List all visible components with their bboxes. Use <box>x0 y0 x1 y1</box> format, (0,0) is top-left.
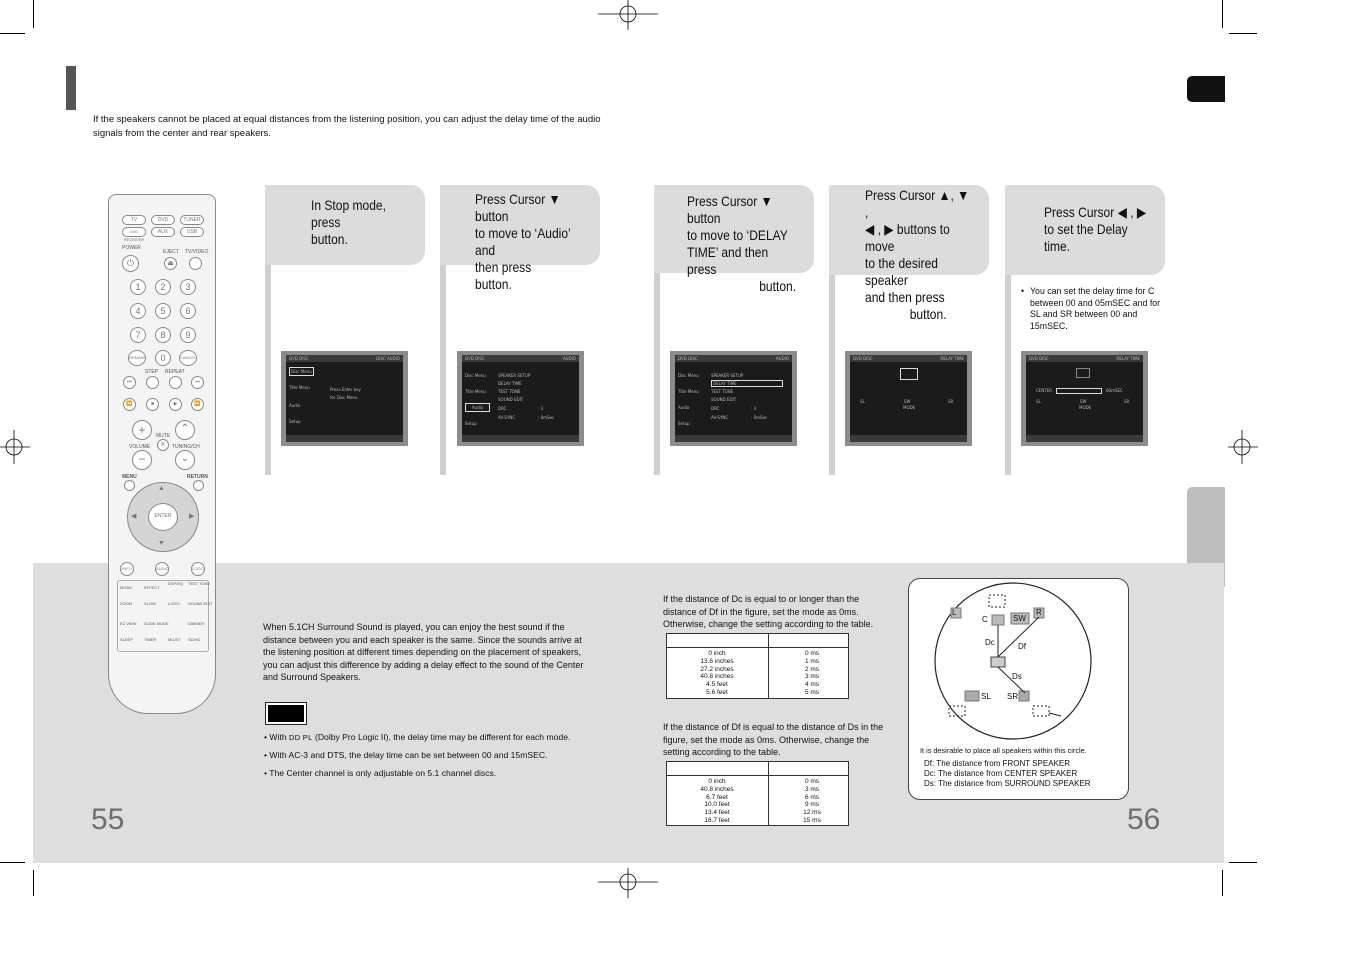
remote-tvvideo-label: TV/VIDEO <box>185 249 209 255</box>
remote-usb-button: USB <box>180 227 204 237</box>
center-speaker-icon <box>1076 368 1090 378</box>
table-cell: 40.8 inches <box>700 785 734 793</box>
remote-digit-button: 3 <box>180 279 196 295</box>
screen-5 <box>1021 351 1148 446</box>
screen-menu-item: Title Menu <box>678 389 699 394</box>
table-cell: 10.0 feet <box>704 801 730 809</box>
remote-digit-button: 1 <box>130 279 146 295</box>
remote-eject-label: EJECT <box>163 249 179 255</box>
table-distance-column <box>667 778 767 825</box>
remote-digit-button: 4 <box>130 303 146 319</box>
screen-menu-item: Disc Menu <box>678 373 699 378</box>
remote-cancel-button: CANCEL <box>179 350 197 366</box>
bullet-text: With AC-3 and DTS, the delay time can be set between 00 and 15mSEC. <box>269 750 548 760</box>
step-line: to move to ‘DELAY <box>687 227 788 243</box>
remote-aux-button: AUX <box>151 227 175 237</box>
intro-paragraph: If the speakers cannot be placed at equal distances from the listening position, you can adjust the delay time of the audio signals from the center and rear speakers. <box>93 114 601 139</box>
screen-row: DRC <box>711 406 720 411</box>
step-5-text <box>1044 204 1146 255</box>
step-line: ◀ , ▶ buttons to move <box>865 221 950 254</box>
remote-remain-button: REMAIN <box>128 350 146 366</box>
cursor-right-icon: ▶ <box>189 513 195 520</box>
step-line: button. <box>759 278 797 294</box>
step-4-text <box>865 187 972 323</box>
step-5-note <box>1021 286 1171 332</box>
step-line: Press Cursor ▼ button <box>475 191 561 224</box>
screen-value: : 3 <box>538 406 544 411</box>
table-cell: 0 ms <box>804 650 820 657</box>
bullet-icon: • <box>264 750 270 760</box>
speaker-label-surround-right: SR <box>1007 692 1019 701</box>
screen-menu-item: Audio <box>465 403 490 412</box>
remote-dvd-button: DVD <box>151 215 175 225</box>
screen-speaker-label: SR <box>948 399 954 404</box>
bullet-icon: • <box>264 768 270 778</box>
remote-digit-button: 5 <box>155 303 171 319</box>
remote-label: TEST TONE <box>188 581 211 586</box>
menu-icon <box>124 480 135 491</box>
speaker-label-right: R <box>1036 608 1042 617</box>
table-cell: 9 ms <box>804 801 820 809</box>
cursor-down-icon: ▼ <box>158 540 165 547</box>
step-2-text <box>475 191 583 293</box>
surround-delay-table <box>666 761 849 826</box>
remote-label: SLEEP <box>120 637 133 642</box>
screen-menu-item: Disc Menu <box>291 369 312 374</box>
remote-label: EFFECT <box>144 585 160 590</box>
volume-up-icon: + <box>132 420 152 440</box>
remote-volume-label: VOLUME <box>129 444 151 450</box>
note-label-box <box>265 702 307 725</box>
remote-power-label: POWER <box>122 245 141 251</box>
screen-row: TEST TONE <box>498 389 521 394</box>
table-cell: 5 ms <box>804 688 820 696</box>
screen-message: Press Enter key <box>330 387 361 392</box>
screen-menu-item: Title Menu <box>465 389 486 394</box>
registration-mark <box>0 430 30 464</box>
remote-label: DIMMER <box>188 621 205 626</box>
volume-down-icon: − <box>132 450 152 470</box>
dc-instruction-text: If the distance of Dc is equal to or longer than the distance of Df in the figure, set the mode as 0ms. Otherwise, change the setting according to the table. <box>663 594 874 629</box>
legend-item: Ds: The distance from SURROUND SPEAKER <box>924 779 1091 788</box>
crop-mark <box>0 33 25 34</box>
bullet-item <box>264 732 604 742</box>
screen-1 <box>281 351 408 446</box>
remote-digit-button: 8 <box>155 327 171 343</box>
step-line: button. <box>311 231 348 247</box>
tuning-down-icon: ⌄ <box>175 450 195 470</box>
remote-label: MODE <box>120 585 132 590</box>
table-cell: 40.8 inches <box>700 673 734 681</box>
enter-button: ENTER <box>148 503 178 531</box>
table-cell: 0 inch <box>708 650 726 657</box>
speaker-label-surround-left: SL <box>981 692 991 701</box>
table-cell: 15 ms <box>803 816 821 824</box>
screen-menu-item: Audio <box>289 403 301 408</box>
navigation-pad <box>127 482 199 552</box>
screen-value: : 0mSec <box>538 415 555 420</box>
screen-row-selected: DELAY TIME <box>711 380 783 387</box>
screen-label: DVD DISC <box>853 356 873 361</box>
speaker-label-left: L <box>952 608 957 617</box>
chapter-tab <box>1187 76 1225 102</box>
screen-4 <box>845 351 972 446</box>
screen-3 <box>670 351 797 446</box>
screen-row: DRC <box>498 406 507 411</box>
screen-row: DELAY TIME <box>498 381 522 386</box>
table-cell: 5.6 feet <box>706 688 728 696</box>
remote-mute-label: MUTE <box>156 433 171 439</box>
table-cell: 12 ms <box>803 809 821 817</box>
legend-item: Df: The distance from FRONT SPEAKER <box>924 759 1070 768</box>
stop-icon: ■ <box>146 398 159 411</box>
screen-menu-item: Disc Menu <box>465 373 486 378</box>
registration-mark <box>598 0 658 30</box>
remote-digit-button: 7 <box>130 327 146 343</box>
fast-forward-icon: ⏩ <box>191 398 204 411</box>
step-line: time. <box>1044 238 1071 254</box>
screen-label: DISC AUDIO <box>376 356 400 361</box>
table-cell: 4 ms <box>804 681 820 689</box>
diagram-caption: It is desirable to place all speakers within this circle. <box>920 746 1087 755</box>
title-accent-bar <box>66 66 76 110</box>
screen-row: SPEAKER SETUP <box>711 373 744 378</box>
remote-control-illustration <box>108 194 216 714</box>
remote-return-label: RETURN <box>187 474 208 480</box>
screen-menu-item: Setup <box>465 421 477 426</box>
bullet-item <box>264 768 604 778</box>
step-rail <box>440 265 446 475</box>
mute-icon: ✕ <box>157 439 169 451</box>
screen-row: SOUND EDIT <box>711 397 737 402</box>
table-header-row <box>667 762 848 776</box>
bullet-text: (Dolby Pro Logic II), the delay time may be different for each mode. <box>312 732 571 742</box>
diagram-legend <box>924 759 1091 789</box>
remote-bottom-panel <box>117 580 213 652</box>
crop-mark <box>33 0 34 28</box>
table-distance-column <box>667 650 767 697</box>
table-cell: 0 ms <box>804 778 820 785</box>
center-delay-table <box>666 633 849 699</box>
crop-mark <box>1222 0 1223 28</box>
screen-value: : 3 <box>751 406 757 411</box>
screen-row: SOUND EDIT <box>498 397 524 402</box>
bullet-text: The Center channel is only adjustable on 5.1 channel discs. <box>269 768 497 778</box>
step-3-text <box>687 193 796 295</box>
distance-label-dc: Dc <box>985 638 995 647</box>
center-speaker-icon <box>900 368 918 380</box>
skip-forward-icon: ⏭ <box>191 376 204 389</box>
table-cell: 6.7 feet <box>706 793 728 801</box>
step-rail <box>265 265 271 475</box>
remote-digit-button: 9 <box>180 327 196 343</box>
screen-speaker-label: SR <box>1124 399 1130 404</box>
step-line: Press Cursor ▼ button <box>687 193 773 226</box>
note-label-fill <box>268 705 304 722</box>
remote-dvd-receiver-button: DVD RECEIVER <box>123 229 145 242</box>
remote-digit-button: 2 <box>155 279 171 295</box>
remote-label: ZOOM <box>120 601 132 606</box>
remote-label: SLOW <box>144 601 156 606</box>
step-line: Press Cursor ◀ , ▶ <box>1044 204 1147 220</box>
registration-mark <box>598 868 658 898</box>
screen-label: AUDIO <box>562 356 576 361</box>
legend-item: Dc: The distance from CENTER SPEAKER <box>924 769 1078 778</box>
screen-speaker-label: SL <box>1036 399 1041 404</box>
step-line: to the desired speaker <box>865 255 938 288</box>
remote-menu-label: MENU <box>122 474 137 480</box>
table-cell: 2 ms <box>804 665 820 673</box>
step-line: In Stop mode, <box>311 197 386 213</box>
table-cell: 13.6 inches <box>700 657 734 665</box>
speaker-label-center: C <box>982 615 988 624</box>
step-line: button. <box>475 276 512 292</box>
remote-tuning-label: TUNING/CH <box>172 444 200 450</box>
step-line: to move to ‘Audio’ and <box>475 225 571 258</box>
table-cell: 0 inch <box>708 778 726 785</box>
step-rail <box>829 275 835 475</box>
speaker-placement-diagram <box>908 578 1129 800</box>
screen-value: 00mSEC <box>1106 388 1123 393</box>
table-cell: 3 ms <box>804 785 820 793</box>
remote-step-label: STEP <box>145 369 159 375</box>
table-cell: 3 ms <box>804 673 820 681</box>
screen-value: : 0mSec <box>751 415 768 420</box>
crop-mark <box>1229 862 1257 863</box>
speaker-label-subwoofer: SW <box>1013 614 1026 623</box>
eject-icon: ⏏ <box>164 257 177 270</box>
cursor-up-icon: ▲ <box>158 485 165 492</box>
screen-menu-item: Title Menu <box>289 385 310 390</box>
bullet-item <box>264 750 604 760</box>
rewind-icon: ⏪ <box>123 398 136 411</box>
remote-label: SLIDE MODE <box>144 621 169 626</box>
screen-mode-label: MODE <box>903 405 916 410</box>
table-delay-column <box>762 650 862 697</box>
screen-message: for Disc Menu <box>330 395 358 400</box>
bullet-icon: • <box>1021 286 1025 296</box>
remote-digit-button: 6 <box>180 303 196 319</box>
step-5-note-text: You can set the delay time for C between 00 and 05mSEC and for SL and SR between 00 and 15mSEC. <box>1030 286 1161 331</box>
screen-row: AV-SYNC <box>498 415 516 420</box>
screen-label: DVD DISC <box>1029 356 1049 361</box>
screen-label: DELAY TIME <box>940 356 964 361</box>
screen-label: DVD DISC <box>289 356 309 361</box>
remote-tuner-button: TUNER <box>180 215 204 225</box>
remote-repeat-button <box>169 376 182 389</box>
crop-mark <box>33 870 34 896</box>
remote-label: MO/ST <box>168 637 181 642</box>
screen-row: AV-SYNC <box>711 415 729 420</box>
crop-mark <box>1229 33 1257 34</box>
page-number-right: 56 <box>1127 803 1161 836</box>
crop-mark <box>0 862 25 863</box>
screen-speaker-label: SW <box>1080 399 1087 404</box>
distance-label-df: Df <box>1018 642 1026 651</box>
table-cell: 1 ms <box>804 657 820 665</box>
delay-time-slider <box>1056 388 1102 394</box>
table-cell: 4.5 feet <box>706 681 728 689</box>
page-number-left: 55 <box>91 803 125 836</box>
tuning-up-icon: ⌃ <box>175 420 195 440</box>
remote-digit-button: 0 <box>155 350 171 366</box>
screen-menu-item: Audio <box>678 405 690 410</box>
step-rail <box>1005 275 1011 475</box>
remote-tvvideo-button <box>189 257 202 270</box>
power-icon: ⏻ <box>122 255 139 272</box>
remote-label: TIMER <box>144 637 157 642</box>
screen-row: TEST TONE <box>711 389 734 394</box>
screen-row: SPEAKER SETUP <box>498 373 531 378</box>
screen-mode-label: MODE <box>1079 405 1092 410</box>
registration-mark <box>1228 430 1258 464</box>
play-pause-icon: ▶ <box>169 398 182 411</box>
table-cell: 13.4 feet <box>704 809 730 817</box>
screen-menu-item: Setup <box>678 421 690 426</box>
screen-speaker-label: SW <box>904 399 911 404</box>
table-cell: 16.7 feet <box>704 816 730 824</box>
distance-label-ds: Ds <box>1012 672 1022 681</box>
ds-instruction-text: If the distance of Df is equal to the distance of Ds in the figure, set the mode as 0ms. Otherwise, change the setting according to the table. <box>663 722 884 757</box>
table-cell: 27.2 inches <box>700 665 734 673</box>
step-line: TIME’ and then press <box>687 244 769 277</box>
return-icon <box>193 480 204 491</box>
step-line: button. <box>909 306 947 322</box>
screen-speaker-label: SL <box>860 399 865 404</box>
screen-label: DELAY TIME <box>1116 356 1140 361</box>
crop-mark <box>1222 870 1223 896</box>
step-rail <box>654 273 660 475</box>
remote-label: SOUND EDIT <box>188 601 213 606</box>
screen-label: DVD DISC <box>465 356 485 361</box>
remote-audio-button: AUDIO <box>155 562 169 576</box>
remote-label: DSP/EQ <box>168 581 184 586</box>
remote-label: LOGO <box>168 601 180 606</box>
bullet-text: With <box>269 732 289 742</box>
screen-label: CENTER <box>1036 388 1053 393</box>
remote-logo-button: LOGO <box>191 562 205 576</box>
step-line: and then press <box>865 289 945 305</box>
step-line: to set the Delay <box>1044 221 1128 237</box>
table-cell: 6 ms <box>804 793 820 801</box>
cursor-left-icon: ◀ <box>131 513 137 520</box>
step-line: Press Cursor ▲, ▼ , <box>865 187 970 220</box>
screen-label: DVD DISC <box>678 356 698 361</box>
bullet-icon: • <box>264 732 270 742</box>
surround-sound-paragraph: When 5.1CH Surround Sound is played, you can enjoy the best sound if the distance between you and each speaker is the same. Since the sounds arrive at the listening position at different times depending on the placement of speakers, you can adjust this difference by adding a delay effect to the sound of the Center and Surround Speakers. <box>263 622 584 682</box>
step-1-text <box>311 197 386 248</box>
remote-label: EZ VIEW <box>120 621 137 626</box>
remote-tv-button: TV <box>122 215 146 225</box>
remote-repeat-label: REPEAT <box>165 369 185 375</box>
screen-label: AUDIO <box>775 356 789 361</box>
dolby-pro-logic-logo: DD PL <box>288 733 313 742</box>
step-line: then press <box>475 259 532 275</box>
remote-step-button <box>146 376 159 389</box>
remote-label: SD/HD <box>188 637 201 642</box>
step-line: press <box>311 214 341 230</box>
skip-back-icon: ⏮ <box>123 376 136 389</box>
table-delay-column <box>762 778 862 825</box>
table-header-row <box>667 634 848 648</box>
remote-info-button: INFO <box>120 562 134 576</box>
screen-2 <box>457 351 584 446</box>
screen-menu-item: Setup <box>289 419 301 424</box>
